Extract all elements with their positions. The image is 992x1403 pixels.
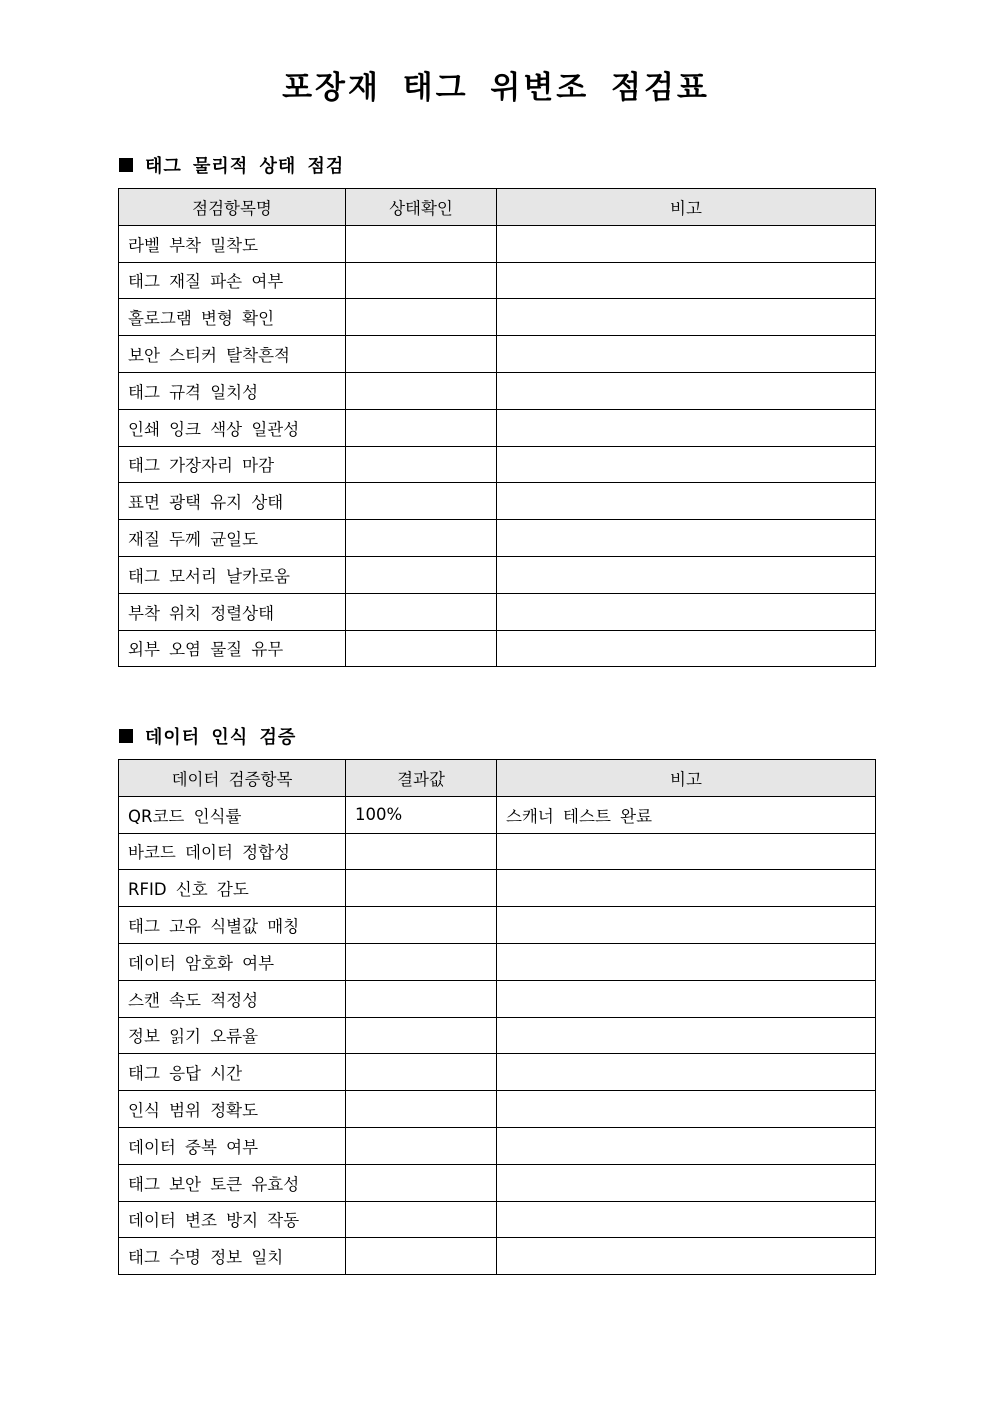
- section-heading-data: [119, 723, 296, 749]
- table-row: [119, 336, 876, 373]
- cell-item: 태그 고유 식별값 매칭: [119, 907, 346, 944]
- cell-item: 태그 보안 토큰 유효성: [119, 1164, 346, 1201]
- cell-status[interactable]: [346, 372, 497, 409]
- cell-remarks[interactable]: [497, 870, 876, 907]
- cell-item: 정보 읽기 오류율: [119, 1017, 346, 1054]
- cell-remarks[interactable]: [497, 1164, 876, 1201]
- header-item: 점검항목명: [119, 189, 346, 226]
- cell-status[interactable]: [346, 833, 497, 870]
- physical-inspection-table: [118, 188, 876, 667]
- cell-item: RFID 신호 감도: [119, 870, 346, 907]
- cell-status[interactable]: [346, 446, 497, 483]
- page-title: 포장재 태그 위변조 점검표: [282, 70, 710, 106]
- table-row: [119, 409, 876, 446]
- cell-status[interactable]: [346, 225, 497, 262]
- table-row: [119, 483, 876, 520]
- cell-status[interactable]: [346, 1127, 497, 1164]
- table-header-row: [119, 189, 876, 226]
- cell-item: 태그 재질 파손 여부: [119, 262, 346, 299]
- cell-item: 태그 규격 일치성: [119, 372, 346, 409]
- table-row: [119, 225, 876, 262]
- cell-remarks[interactable]: [497, 446, 876, 483]
- cell-remarks[interactable]: [497, 1127, 876, 1164]
- cell-remarks[interactable]: [497, 1201, 876, 1238]
- table-header-row: [119, 760, 876, 797]
- table-row: [119, 1164, 876, 1201]
- cell-status[interactable]: [346, 1054, 497, 1091]
- cell-item: 데이터 중복 여부: [119, 1127, 346, 1164]
- cell-item: 태그 가장자리 마감: [119, 446, 346, 483]
- cell-remarks[interactable]: [497, 1054, 876, 1091]
- table-row: [119, 943, 876, 980]
- cell-remarks[interactable]: [497, 409, 876, 446]
- cell-status[interactable]: [346, 870, 497, 907]
- table-row: [119, 1238, 876, 1275]
- table-row: [119, 1054, 876, 1091]
- cell-remarks[interactable]: [497, 833, 876, 870]
- table-row: [119, 372, 876, 409]
- cell-status[interactable]: 100%: [346, 796, 497, 833]
- cell-status[interactable]: [346, 1238, 497, 1275]
- table-row: [119, 1127, 876, 1164]
- cell-remarks[interactable]: [497, 483, 876, 520]
- cell-remarks[interactable]: 스캐너 테스트 완료: [497, 796, 876, 833]
- table-row: [119, 1201, 876, 1238]
- cell-remarks[interactable]: [497, 262, 876, 299]
- cell-item: 데이터 암호화 여부: [119, 943, 346, 980]
- cell-status[interactable]: [346, 593, 497, 630]
- cell-status[interactable]: [346, 520, 497, 557]
- cell-status[interactable]: [346, 1091, 497, 1128]
- cell-remarks[interactable]: [497, 907, 876, 944]
- cell-item: QR코드 인식률: [119, 796, 346, 833]
- data-verification-table: [118, 759, 876, 1275]
- cell-item: 외부 오염 물질 유무: [119, 630, 346, 667]
- table-row: [119, 870, 876, 907]
- cell-item: 표면 광택 유지 상태: [119, 483, 346, 520]
- cell-item: 인식 범위 정확도: [119, 1091, 346, 1128]
- cell-remarks[interactable]: [497, 1091, 876, 1128]
- cell-remarks[interactable]: [497, 372, 876, 409]
- table-row: [119, 1017, 876, 1054]
- black-square-icon: [119, 729, 133, 743]
- header-status: 상태확인: [346, 189, 497, 226]
- cell-item: 보안 스티커 탈착흔적: [119, 336, 346, 373]
- cell-status[interactable]: [346, 1017, 497, 1054]
- cell-remarks[interactable]: [497, 225, 876, 262]
- table-row: [119, 630, 876, 667]
- cell-status[interactable]: [346, 409, 497, 446]
- cell-item: 부착 위치 정렬상태: [119, 593, 346, 630]
- cell-item: 홀로그램 변형 확인: [119, 299, 346, 336]
- cell-item: 스캔 속도 적정성: [119, 980, 346, 1017]
- cell-item: 데이터 변조 방지 작동: [119, 1201, 346, 1238]
- cell-status[interactable]: [346, 907, 497, 944]
- section-heading-label: 태그 물리적 상태 점검: [145, 156, 345, 177]
- cell-status[interactable]: [346, 1201, 497, 1238]
- cell-remarks[interactable]: [497, 593, 876, 630]
- cell-status[interactable]: [346, 299, 497, 336]
- cell-remarks[interactable]: [497, 299, 876, 336]
- table-row: [119, 593, 876, 630]
- cell-remarks[interactable]: [497, 520, 876, 557]
- header-remarks: 비고: [497, 189, 876, 226]
- cell-status[interactable]: [346, 556, 497, 593]
- cell-status[interactable]: [346, 1164, 497, 1201]
- table-row: [119, 556, 876, 593]
- table-row: [119, 980, 876, 1017]
- cell-remarks[interactable]: [497, 336, 876, 373]
- table-row: [119, 796, 876, 833]
- section-heading-label: 데이터 인식 검증: [145, 727, 297, 748]
- cell-item: 인쇄 잉크 색상 일관성: [119, 409, 346, 446]
- cell-status[interactable]: [346, 630, 497, 667]
- cell-item: 라벨 부착 밀착도: [119, 225, 346, 262]
- table-row: [119, 446, 876, 483]
- table-row: [119, 299, 876, 336]
- table-row: [119, 1091, 876, 1128]
- section-heading-physical: [119, 152, 344, 178]
- header-result: 결과값: [346, 760, 497, 797]
- black-square-icon: [119, 158, 133, 172]
- cell-item: 바코드 데이터 정합성: [119, 833, 346, 870]
- cell-status[interactable]: [346, 262, 497, 299]
- header-item: 데이터 검증항목: [119, 760, 346, 797]
- cell-status[interactable]: [346, 980, 497, 1017]
- cell-remarks[interactable]: [497, 980, 876, 1017]
- cell-item: 태그 응답 시간: [119, 1054, 346, 1091]
- cell-remarks[interactable]: [497, 630, 876, 667]
- cell-remarks[interactable]: [497, 943, 876, 980]
- header-remarks: 비고: [497, 760, 876, 797]
- cell-remarks[interactable]: [497, 556, 876, 593]
- table-row: [119, 262, 876, 299]
- cell-remarks[interactable]: [497, 1017, 876, 1054]
- table-row: [119, 520, 876, 557]
- cell-status[interactable]: [346, 483, 497, 520]
- cell-item: 태그 모서리 날카로움: [119, 556, 346, 593]
- cell-remarks[interactable]: [497, 1238, 876, 1275]
- cell-status[interactable]: [346, 336, 497, 373]
- table-row: [119, 833, 876, 870]
- cell-status[interactable]: [346, 943, 497, 980]
- cell-item: 태그 수명 정보 일치: [119, 1238, 346, 1275]
- table-row: [119, 907, 876, 944]
- cell-item: 재질 두께 균일도: [119, 520, 346, 557]
